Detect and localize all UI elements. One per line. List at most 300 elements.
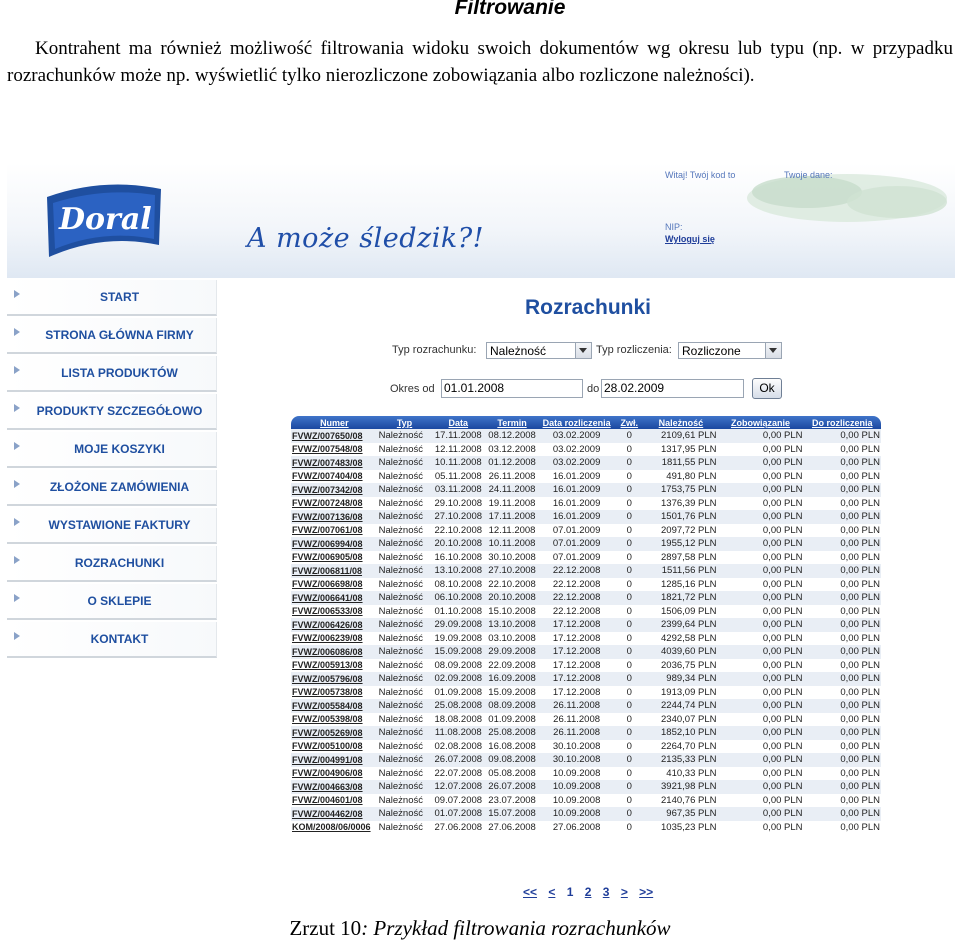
table-cell: 0,00 PLN: [762, 565, 803, 577]
table-cell: Należność: [378, 524, 423, 536]
table-cell: 1753,75 PLN: [661, 484, 717, 496]
table-row: [291, 497, 881, 511]
document-number-link[interactable]: FVWZ/006905/08: [292, 552, 363, 563]
document-number-link[interactable]: FVWZ/006426/08: [292, 619, 363, 630]
table-cell: 0: [626, 821, 632, 833]
table-cell: 989,34 PLN: [666, 673, 717, 685]
table-cell: 17.12.2008: [552, 659, 601, 671]
document-number-link[interactable]: KOM/2008/06/0006: [292, 822, 371, 833]
table-cell: 0: [626, 794, 632, 806]
document-number-link[interactable]: FVWZ/007650/08: [292, 430, 363, 441]
table-cell: 0,00 PLN: [762, 470, 803, 482]
table-cell: 1821,72 PLN: [661, 592, 717, 604]
table-cell: 27.10.2008: [488, 565, 536, 577]
document-paragraph: Kontrahent ma również możliwość filtrowania widoku swoich dokumentów wg okresu lub typu (np. w przypadku rozrachunków może np. wyświetlić tylko nierozliczone zobowiązania albo rozliczone należności).: [7, 38, 953, 86]
table-cell: 12.07.2008: [434, 781, 483, 793]
table-row: [291, 767, 881, 781]
table-cell: 1955,12 PLN: [661, 538, 717, 550]
table-cell: 15.07.2008: [488, 808, 536, 820]
table-cell: Należność: [378, 767, 423, 779]
table-row: [291, 551, 881, 565]
table-cell: 0,00 PLN: [762, 443, 803, 455]
arrow-icon: [14, 442, 20, 450]
column-header[interactable]: Numer: [320, 417, 349, 428]
table-cell: Należność: [378, 619, 423, 631]
table-cell: 17.12.2008: [552, 686, 601, 698]
document-number-link[interactable]: FVWZ/005584/08: [292, 700, 363, 711]
nav-item-label: START: [99, 290, 140, 304]
table-cell: 0,00 PLN: [840, 511, 880, 523]
document-number-link[interactable]: FVWZ/007061/08: [292, 525, 363, 536]
table-cell: 0,00 PLN: [840, 727, 880, 739]
table-cell: 13.10.2008: [488, 619, 536, 631]
page-link[interactable]: 2: [584, 885, 592, 899]
table-cell: 11.08.2008: [434, 727, 482, 739]
table-row: [291, 699, 881, 713]
pagination: [523, 885, 661, 899]
column-header[interactable]: Do rozliczenia: [812, 417, 873, 428]
table-cell: 0: [626, 673, 632, 685]
table-cell: 0,00 PLN: [762, 713, 803, 725]
table-cell: 1317,95 PLN: [661, 443, 717, 455]
table-cell: 17.12.2008: [552, 673, 601, 685]
nav-item-label: PRODUKTY SZCZEGÓŁOWO: [36, 404, 203, 418]
settle-filter-label: Typ rozliczenia:: [596, 344, 672, 356]
type-select[interactable]: [486, 342, 592, 359]
table-cell: 2897,58 PLN: [661, 551, 717, 563]
table-cell: Należność: [378, 727, 423, 739]
table-cell: 0: [626, 565, 632, 577]
table-cell: 0,00 PLN: [840, 538, 880, 550]
table-cell: 22.12.2008: [552, 578, 601, 590]
table-cell: 13.10.2008: [434, 565, 483, 577]
table-cell: 26.11.2008: [553, 727, 601, 739]
table-cell: 0,00 PLN: [840, 497, 880, 509]
table-cell: 0,00 PLN: [762, 457, 803, 469]
table-cell: 08.12.2008: [488, 430, 536, 442]
nav-item-label: ZŁOŻONE ZAMÓWIENIA: [49, 480, 190, 494]
table-cell: 0: [626, 524, 632, 536]
nav-item-label: MOJE KOSZYKI: [74, 442, 165, 456]
table-cell: 0,00 PLN: [840, 484, 880, 496]
column-header[interactable]: Zobowiązanie: [730, 417, 790, 428]
table-cell: 0: [626, 470, 632, 482]
table-cell: 0,00 PLN: [840, 781, 880, 793]
table-cell: 491,80 PLN: [666, 470, 717, 482]
table-cell: 0,00 PLN: [762, 727, 803, 739]
table-cell: 0,00 PLN: [840, 686, 880, 698]
site-banner: [7, 163, 955, 278]
table-cell: 1501,76 PLN: [661, 511, 717, 523]
table-cell: 0,00 PLN: [762, 781, 803, 793]
arrow-icon: [14, 632, 20, 640]
table-cell: 08.09.2008: [488, 700, 536, 712]
ok-button[interactable]: Ok: [752, 378, 782, 399]
table-cell: 0,00 PLN: [840, 767, 880, 779]
arrow-icon: [14, 328, 20, 336]
document-number-link[interactable]: FVWZ/007136/08: [292, 511, 363, 522]
table-header-row: [291, 416, 881, 429]
table-cell: 1035,23 PLN: [661, 821, 717, 833]
document-number-link[interactable]: FVWZ/004906/08: [292, 768, 363, 779]
table-cell: 30.10.2008: [488, 551, 536, 563]
table-cell: 0,00 PLN: [762, 740, 803, 752]
table-cell: Należność: [378, 497, 423, 509]
table-cell: 0,00 PLN: [840, 470, 880, 482]
table-cell: 10.11.2008: [434, 457, 482, 469]
table-cell: 16.09.2008: [488, 673, 536, 685]
table-cell: 03.12.2008: [488, 443, 536, 455]
column-header[interactable]: Zwł.: [620, 417, 639, 428]
table-cell: 22.10.2008: [488, 578, 536, 590]
table-cell: 2109,61 PLN: [661, 430, 717, 442]
table-row: [291, 686, 881, 700]
table-cell: 0: [626, 727, 632, 739]
document-number-link[interactable]: FVWZ/004991/08: [292, 754, 363, 765]
table-cell: 0: [626, 457, 632, 469]
table-cell: 09.08.2008: [488, 754, 536, 766]
table-cell: 0,00 PLN: [762, 767, 803, 779]
table-cell: 12.11.2008: [488, 524, 536, 536]
table-cell: 0: [626, 578, 632, 590]
nav-item-start[interactable]: [7, 280, 217, 316]
table-cell: 03.02.2009: [552, 430, 601, 442]
table-cell: 15.10.2008: [488, 605, 536, 617]
table-cell: 30.10.2008: [552, 740, 601, 752]
table-row: [291, 645, 881, 659]
caption-prefix: Zrzut 10: [289, 916, 362, 940]
table-cell: Należność: [378, 430, 423, 442]
nav-item-company-home[interactable]: [7, 318, 217, 354]
nav-item-orders[interactable]: [7, 470, 217, 506]
column-header[interactable]: Termin: [497, 417, 527, 428]
table-cell: 10.09.2008: [552, 767, 601, 779]
document-number-link[interactable]: FVWZ/007248/08: [292, 498, 363, 509]
document-number-link[interactable]: FVWZ/006994/08: [292, 538, 363, 549]
chevron-down-icon[interactable]: [765, 343, 781, 358]
table-cell: Należność: [378, 713, 423, 725]
type-filter-label: Typ rozrachunku:: [392, 344, 477, 356]
document-number-link[interactable]: FVWZ/005796/08: [292, 673, 363, 684]
table-cell: 17.12.2008: [552, 646, 601, 658]
sidebar-nav: [7, 280, 217, 660]
table-cell: 1285,16 PLN: [661, 578, 717, 590]
table-cell: 0,00 PLN: [840, 619, 880, 631]
table-cell: 0,00 PLN: [840, 457, 880, 469]
table-cell: 0: [626, 632, 632, 644]
table-row: [291, 591, 881, 605]
document-number-link[interactable]: FVWZ/005738/08: [292, 687, 363, 698]
document-number-link[interactable]: FVWZ/005398/08: [292, 714, 363, 725]
table-cell: 3921,98 PLN: [661, 781, 717, 793]
redacted-blur: [747, 168, 955, 226]
arrow-icon: [14, 290, 20, 298]
table-cell: 25.08.2008: [488, 727, 536, 739]
document-number-link[interactable]: FVWZ/006239/08: [292, 633, 363, 644]
document-number-link[interactable]: FVWZ/007404/08: [292, 471, 363, 482]
table-cell: 18.08.2008: [434, 713, 483, 725]
table-cell: 03.02.2009: [552, 443, 601, 455]
logout-link[interactable]: Wyloguj się: [665, 234, 715, 244]
document-number-link[interactable]: FVWZ/007483/08: [292, 457, 363, 468]
table-cell: Należność: [378, 457, 423, 469]
table-cell: 19.11.2008: [488, 497, 536, 509]
caption-text: : Przykład filtrowania rozrachunków: [361, 916, 671, 940]
table-cell: 0,00 PLN: [840, 673, 880, 685]
table-cell: 23.07.2008: [488, 794, 536, 806]
prev-page-link[interactable]: <: [548, 885, 556, 899]
table-cell: Należność: [378, 551, 423, 563]
table-cell: 4292,58 PLN: [661, 632, 717, 644]
table-cell: Należność: [378, 821, 423, 833]
document-number-link[interactable]: FVWZ/004663/08: [292, 781, 363, 792]
table-cell: Należność: [378, 605, 423, 617]
table-cell: 2340,07 PLN: [661, 713, 717, 725]
table-cell: 1852,10 PLN: [661, 727, 717, 739]
period-to-label: do: [587, 383, 600, 395]
table-cell: 1811,55 PLN: [661, 457, 717, 469]
table-cell: Należność: [378, 470, 423, 482]
table-row: [291, 672, 881, 686]
document-number-link[interactable]: FVWZ/004601/08: [292, 795, 363, 806]
arrow-icon: [14, 404, 20, 412]
table-row: [291, 483, 881, 497]
table-cell: 0,00 PLN: [762, 821, 803, 833]
table-cell: 17.12.2008: [552, 619, 601, 631]
document-number-link[interactable]: FVWZ/007548/08: [292, 444, 363, 455]
table-cell: 01.10.2008: [434, 605, 483, 617]
table-cell: 0,00 PLN: [762, 808, 803, 820]
table-cell: 0,00 PLN: [840, 808, 880, 820]
table-cell: 0: [626, 686, 632, 698]
nav-item-my-carts[interactable]: [7, 432, 217, 468]
table-cell: 03.02.2009: [552, 457, 601, 469]
settlements-table: [291, 416, 881, 834]
table-cell: Należność: [378, 565, 423, 577]
table-cell: 0,00 PLN: [840, 740, 880, 752]
table-cell: 15.09.2008: [488, 686, 536, 698]
table-cell: Należność: [378, 686, 423, 698]
document-number-link[interactable]: FVWZ/005269/08: [292, 727, 363, 738]
table-cell: 03.11.2008: [434, 484, 482, 496]
page-link[interactable]: 3: [602, 885, 610, 899]
table-cell: 2244,74 PLN: [661, 700, 717, 712]
table-cell: 26.11.2008: [553, 700, 601, 712]
table-row: [291, 470, 881, 484]
table-cell: 0: [626, 592, 632, 604]
table-cell: Należność: [378, 808, 423, 820]
table-cell: 0: [626, 659, 632, 671]
table-row: [291, 632, 881, 646]
document-number-link[interactable]: FVWZ/004462/08: [292, 808, 363, 819]
table-cell: 1913,09 PLN: [661, 686, 717, 698]
table-cell: 0,00 PLN: [762, 551, 803, 563]
table-cell: 0,00 PLN: [762, 484, 803, 496]
table-cell: 03.10.2008: [488, 632, 536, 644]
screenshot-frame: [7, 163, 955, 903]
table-cell: Należność: [378, 700, 423, 712]
table-cell: 29.09.2008: [434, 619, 483, 631]
nav-item-product-details[interactable]: [7, 394, 217, 430]
period-from-label: Okres od: [390, 383, 435, 395]
table-row: [291, 740, 881, 754]
nav-item-label: WYSTAWIONE FAKTURY: [48, 518, 191, 532]
table-cell: 0,00 PLN: [840, 430, 880, 442]
table-cell: Należność: [378, 578, 423, 590]
table-cell: 27.06.2008: [434, 821, 483, 833]
document-number-link[interactable]: FVWZ/006811/08: [292, 565, 363, 576]
table-row: [291, 713, 881, 727]
document-number-link[interactable]: FVWZ/006086/08: [292, 646, 363, 657]
arrow-icon: [14, 594, 20, 602]
table-cell: 4039,60 PLN: [661, 646, 717, 658]
table-cell: 16.01.2009: [552, 484, 601, 496]
table-cell: 0,00 PLN: [762, 646, 803, 658]
table-cell: 05.11.2008: [434, 470, 482, 482]
table-cell: 0,00 PLN: [762, 700, 803, 712]
column-header[interactable]: Data: [448, 417, 469, 428]
date-to-input[interactable]: 28.02.2009: [601, 379, 744, 398]
table-cell: Należność: [378, 740, 423, 752]
arrow-icon: [14, 480, 20, 488]
figure-caption: [0, 916, 960, 941]
table-cell: 16.01.2009: [552, 511, 601, 523]
table-cell: 29.10.2008: [434, 497, 483, 509]
table-cell: 25.08.2008: [434, 700, 483, 712]
column-header[interactable]: Typ: [396, 417, 413, 428]
next-page-link[interactable]: >: [620, 885, 628, 899]
table-cell: Należność: [378, 659, 423, 671]
nav-item-product-list[interactable]: [7, 356, 217, 392]
table-cell: 0,00 PLN: [762, 686, 803, 698]
table-cell: 10.11.2008: [488, 538, 536, 550]
document-number-link[interactable]: FVWZ/005100/08: [292, 741, 363, 752]
table-cell: 0,00 PLN: [840, 443, 880, 455]
nav-item-about-shop[interactable]: [7, 584, 217, 620]
table-cell: 0: [626, 484, 632, 496]
table-cell: Należność: [378, 443, 423, 455]
type-select-value: Należność: [490, 344, 547, 358]
table-cell: 08.09.2008: [434, 659, 483, 671]
date-from-input[interactable]: 01.01.2008: [441, 379, 583, 398]
table-cell: 0,00 PLN: [762, 538, 803, 550]
table-cell: 0,00 PLN: [840, 632, 880, 644]
column-header[interactable]: Data rozliczenia: [542, 417, 611, 428]
table-cell: 2097,72 PLN: [661, 524, 717, 536]
nav-item-label: ROZRACHUNKI: [74, 556, 165, 570]
settle-select[interactable]: [678, 342, 782, 359]
table-cell: 0,00 PLN: [840, 578, 880, 590]
table-cell: 16.01.2009: [552, 470, 601, 482]
table-cell: 0,00 PLN: [840, 646, 880, 658]
table-cell: 0,00 PLN: [762, 754, 803, 766]
table-cell: 0,00 PLN: [840, 565, 880, 577]
table-cell: 02.09.2008: [434, 673, 483, 685]
nav-item-invoices[interactable]: [7, 508, 217, 544]
table-cell: Należność: [378, 538, 423, 550]
table-row: [291, 794, 881, 808]
table-cell: Należność: [378, 781, 423, 793]
welcome-text: Witaj! Twój kod to: [665, 170, 736, 180]
table-cell: 10.09.2008: [552, 808, 601, 820]
table-cell: 02.08.2008: [434, 740, 483, 752]
table-cell: 1506,09 PLN: [661, 605, 717, 617]
table-cell: Należność: [378, 646, 423, 658]
table-cell: 0,00 PLN: [762, 794, 803, 806]
table-cell: 0,00 PLN: [840, 754, 880, 766]
table-row: [291, 524, 881, 538]
table-cell: 01.09.2008: [488, 713, 536, 725]
table-cell: 22.12.2008: [552, 592, 601, 604]
document-number-link[interactable]: FVWZ/005913/08: [292, 660, 363, 671]
table-cell: 24.11.2008: [488, 484, 536, 496]
table-row: [291, 753, 881, 767]
nav-item-label: KONTAKT: [90, 632, 149, 646]
document-number-link[interactable]: FVWZ/006641/08: [292, 592, 363, 603]
table-cell: 26.07.2008: [434, 754, 483, 766]
table-cell: Należność: [378, 592, 423, 604]
table-cell: 0: [626, 430, 632, 442]
table-cell: 01.07.2008: [434, 808, 483, 820]
table-cell: 0: [626, 740, 632, 752]
table-cell: 17.11.2008: [434, 430, 482, 442]
nav-item-label: STRONA GŁÓWNA FIRMY: [45, 328, 194, 342]
table-cell: 05.08.2008: [488, 767, 536, 779]
table-cell: 0: [626, 646, 632, 658]
table-cell: 2264,70 PLN: [661, 740, 717, 752]
table-cell: 06.10.2008: [434, 592, 483, 604]
table-cell: 0,00 PLN: [762, 632, 803, 644]
table-cell: 17.12.2008: [552, 632, 601, 644]
table-cell: 12.11.2008: [434, 443, 482, 455]
table-row: [291, 821, 881, 835]
table-cell: 0: [626, 605, 632, 617]
table-cell: 19.09.2008: [434, 632, 483, 644]
table-cell: 0: [626, 713, 632, 725]
table-cell: 16.08.2008: [488, 740, 536, 752]
table-cell: 0: [626, 619, 632, 631]
first-page-link[interactable]: <<: [523, 885, 538, 899]
table-row: [291, 605, 881, 619]
document-number-link[interactable]: FVWZ/006533/08: [292, 606, 363, 617]
table-cell: 16.10.2008: [434, 551, 483, 563]
last-page-link[interactable]: >>: [639, 885, 654, 899]
table-cell: 0,00 PLN: [762, 511, 803, 523]
table-cell: 967,35 PLN: [666, 808, 717, 820]
chevron-down-icon[interactable]: [575, 343, 591, 358]
table-cell: Należność: [378, 484, 423, 496]
table-cell: Należność: [378, 794, 423, 806]
table-cell: 08.10.2008: [434, 578, 483, 590]
document-title: Filtrowanie: [454, 0, 566, 19]
table-cell: 2036,75 PLN: [661, 659, 717, 671]
document-number-link[interactable]: FVWZ/007342/08: [292, 484, 363, 495]
table-cell: 0,00 PLN: [840, 821, 880, 833]
table-cell: 0: [626, 767, 632, 779]
tagline: A może śledzik?!: [247, 223, 485, 254]
nav-item-contact[interactable]: [7, 622, 217, 658]
table-row: [291, 537, 881, 551]
nav-item-settlements[interactable]: [7, 546, 217, 582]
table-cell: 0: [626, 538, 632, 550]
table-cell: 0: [626, 497, 632, 509]
page-title: Rozrachunki: [524, 296, 652, 319]
table-cell: 07.01.2009: [552, 538, 601, 550]
table-cell: Należność: [378, 632, 423, 644]
table-cell: 0,00 PLN: [840, 794, 880, 806]
column-header[interactable]: Należność: [658, 417, 704, 428]
document-number-link[interactable]: FVWZ/006698/08: [292, 579, 363, 590]
